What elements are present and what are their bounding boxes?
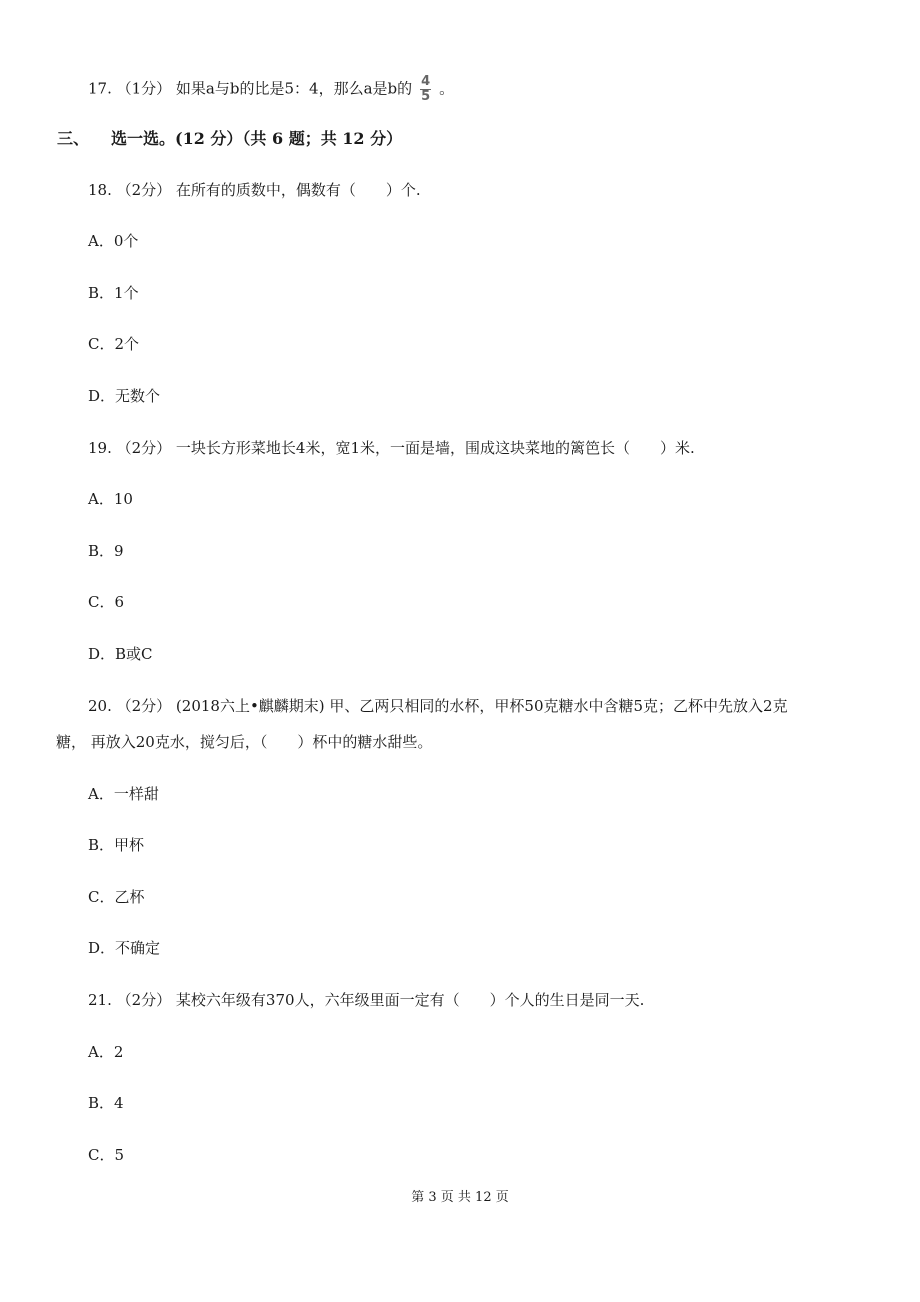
question-19-stem: 19. （2分） 一块长方形菜地长4米，宽1米，一面是墙，围成这块菜地的篱笆长（ ）米. [88,439,695,457]
q19-option-c: C．6 [88,593,125,611]
q20-line-2: 糖， 再放入20克水，搅匀后，（ ）杯中的糖水甜些。 [56,733,433,751]
fraction-denominator: 5 [421,89,431,104]
q20-line-1: 20. （2分） (2018六上•麒麟期末) 甲、乙两只相同的水杯，甲杯50克糖水中含糖5克；乙杯中先放入2克 [88,697,788,715]
q18-option-d: D．无数个 [88,387,161,405]
q18-option-c: C．2个 [88,335,140,353]
q17-suffix: 。 [439,79,455,98]
q19-option-a: A．10 [88,490,133,508]
fraction-four-fifths [420,76,431,103]
q18-option-a: A．0个 [88,232,139,250]
question-18-stem: 18. （2分） 在所有的质数中，偶数有（ ）个. [88,181,421,199]
q21-option-a: A．2 [88,1043,124,1061]
q19-option-b: B．9 [88,542,124,560]
question-17 [88,76,454,103]
q20-option-a: A．一样甜 [88,785,159,803]
q17-text: 17. （1分） 如果a与b的比是5：4，那么a是b的 [88,79,413,98]
question-21-stem: 21. （2分） 某校六年级有370人，六年级里面一定有（ ）个人的生日是同一天. [88,991,645,1009]
q20-option-c: C．乙杯 [88,888,145,906]
q21-option-b: B．4 [88,1094,124,1112]
q18-option-b: B．1个 [88,284,139,302]
section-title: 选一选。(12 分）（共 6 题；共 12 分） [111,129,403,148]
q19-option-d: D．B或C [88,645,153,663]
q20-option-b: B．甲杯 [88,836,145,854]
question-20-stem [56,696,864,751]
page-footer: 第 3 页 共 12 页 [411,1190,509,1205]
q20-option-d: D．不确定 [88,939,161,957]
section-heading [57,128,402,150]
section-number: 三、 [57,129,90,148]
fraction-numerator: 4 [421,74,431,89]
q21-option-c: C．5 [88,1146,125,1164]
